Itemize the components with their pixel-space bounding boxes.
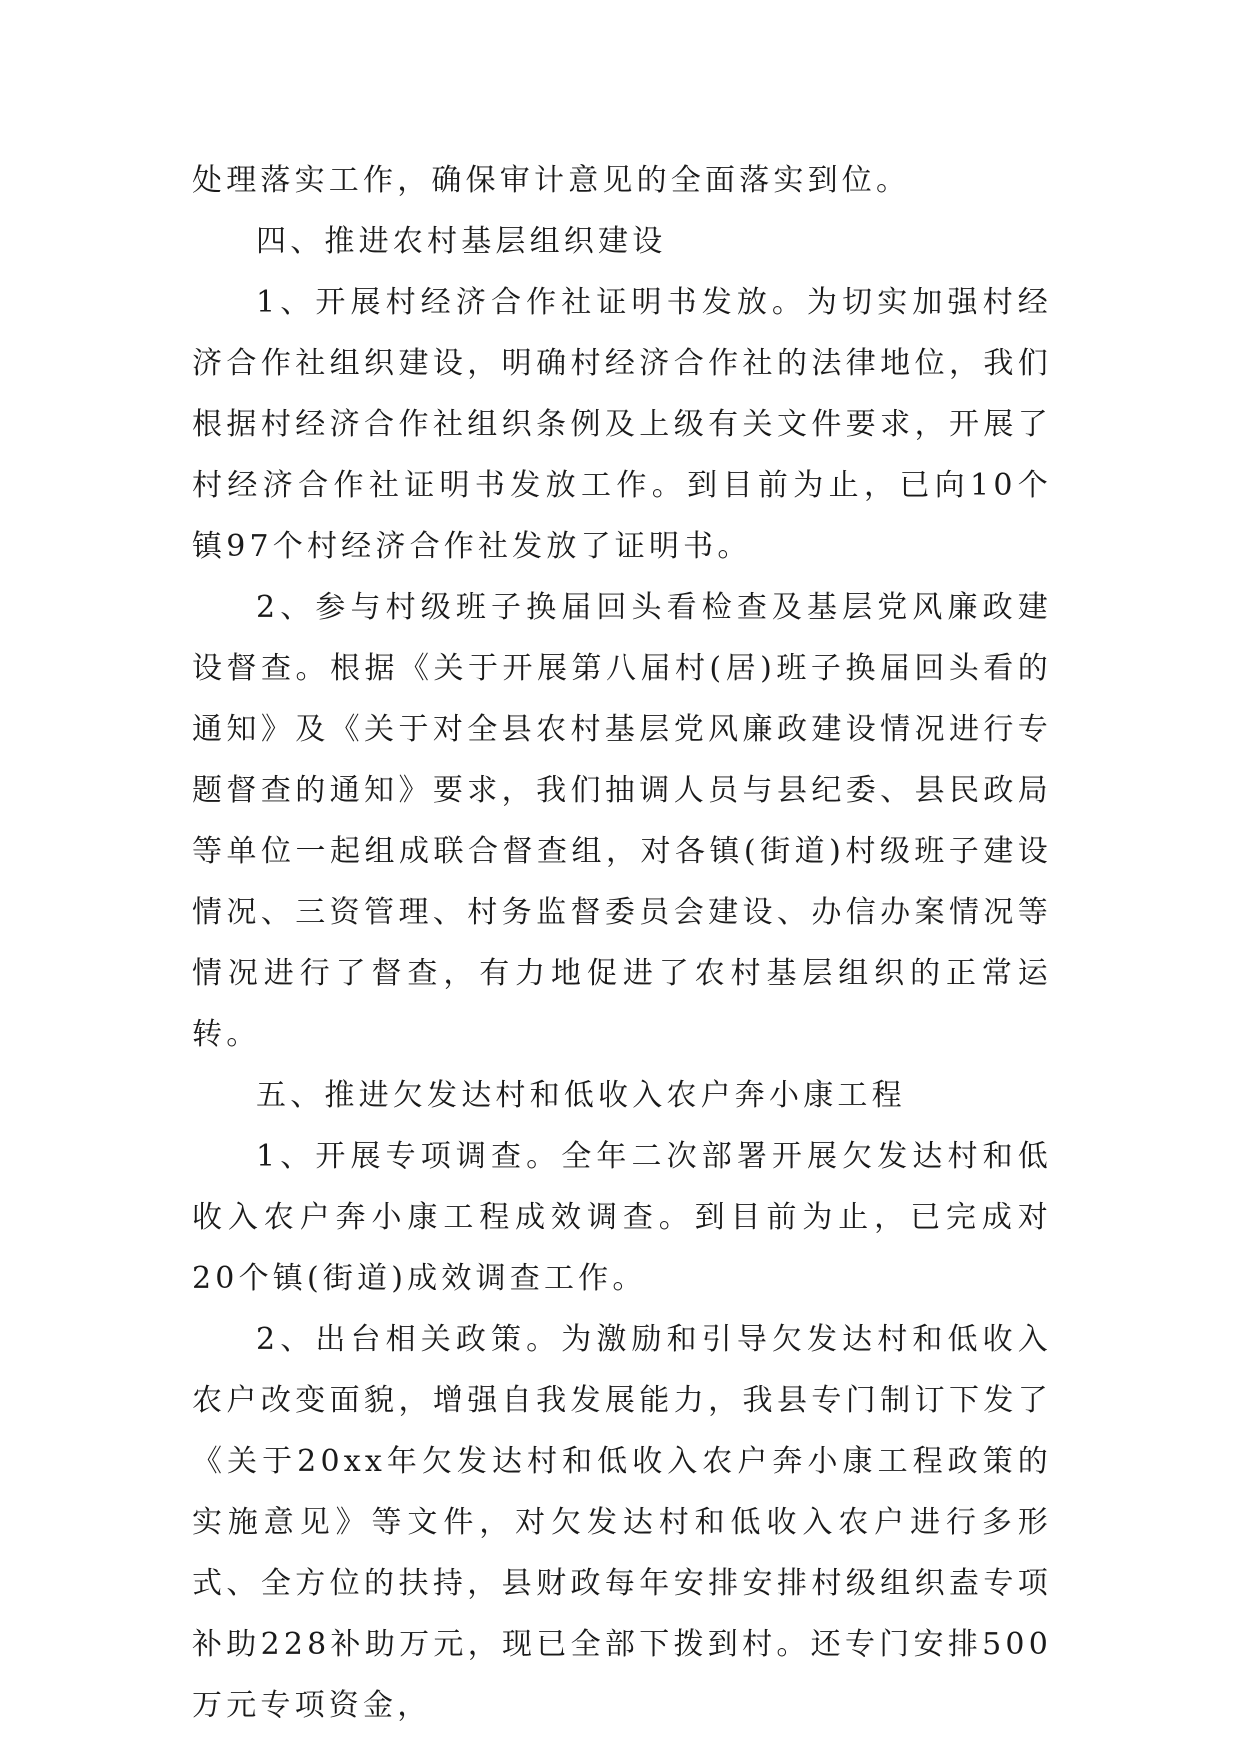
section-heading-5: 五、推进欠发达村和低收入农户奔小康工程	[256, 1078, 906, 1113]
paragraph-5-1: 1、开展专项调查。全年二次部署开展欠发达村和低收入农户奔小康工程成效调查。到目前为止，已完成对20个镇(街道)成效调查工作。	[192, 1139, 1052, 1296]
document-body	[192, 150, 1052, 1736]
paragraph-4-1: 1、开展村经济合作社证明书发放。为切实加强村经济合作社组织建设，明确村经济合作社的法律地位，我们根据村经济合作社组织条例及上级有关文件要求，开展了村经济合作社证明书发放工作。到目前为止，已向10个镇97个村经济合作社发放了证明书。	[192, 285, 1052, 564]
paragraph-continuation: 处理落实工作，确保审计意见的全面落实到位。	[192, 163, 911, 198]
paragraph-4-2: 2、参与村级班子换届回头看检查及基层党风廉政建设督查。根据《关于开展第八届村(居)班子换届回头看的通知》及《关于对全县农村基层党风廉政建设情况进行专题督查的通知》要求，我们抽调人员与县纪委、县民政局等单位一起组成联合督查组，对各镇(街道)村级班子建设情况、三资管理、村务监督委员会建设、办信办案情况等情况进行了督查，有力地促进了农村基层组织的正常运转。	[192, 590, 1052, 1052]
paragraph-5-2: 2、出台相关政策。为激励和引导欠发达村和低收入农户改变面貌，增强自我发展能力，我县专门制订下发了《关于20xx年欠发达村和低收入农户奔小康工程政策的实施意见》等文件，对欠发达村和低收入农户进行多形式、全方位的扶持，县财政每年安排安排村级组织盍专项补助228补助万元，现已全部下拨到村。还专门安排500万元专项资金，	[192, 1322, 1052, 1723]
section-heading-4: 四、推进农村基层组织建设	[256, 224, 667, 259]
